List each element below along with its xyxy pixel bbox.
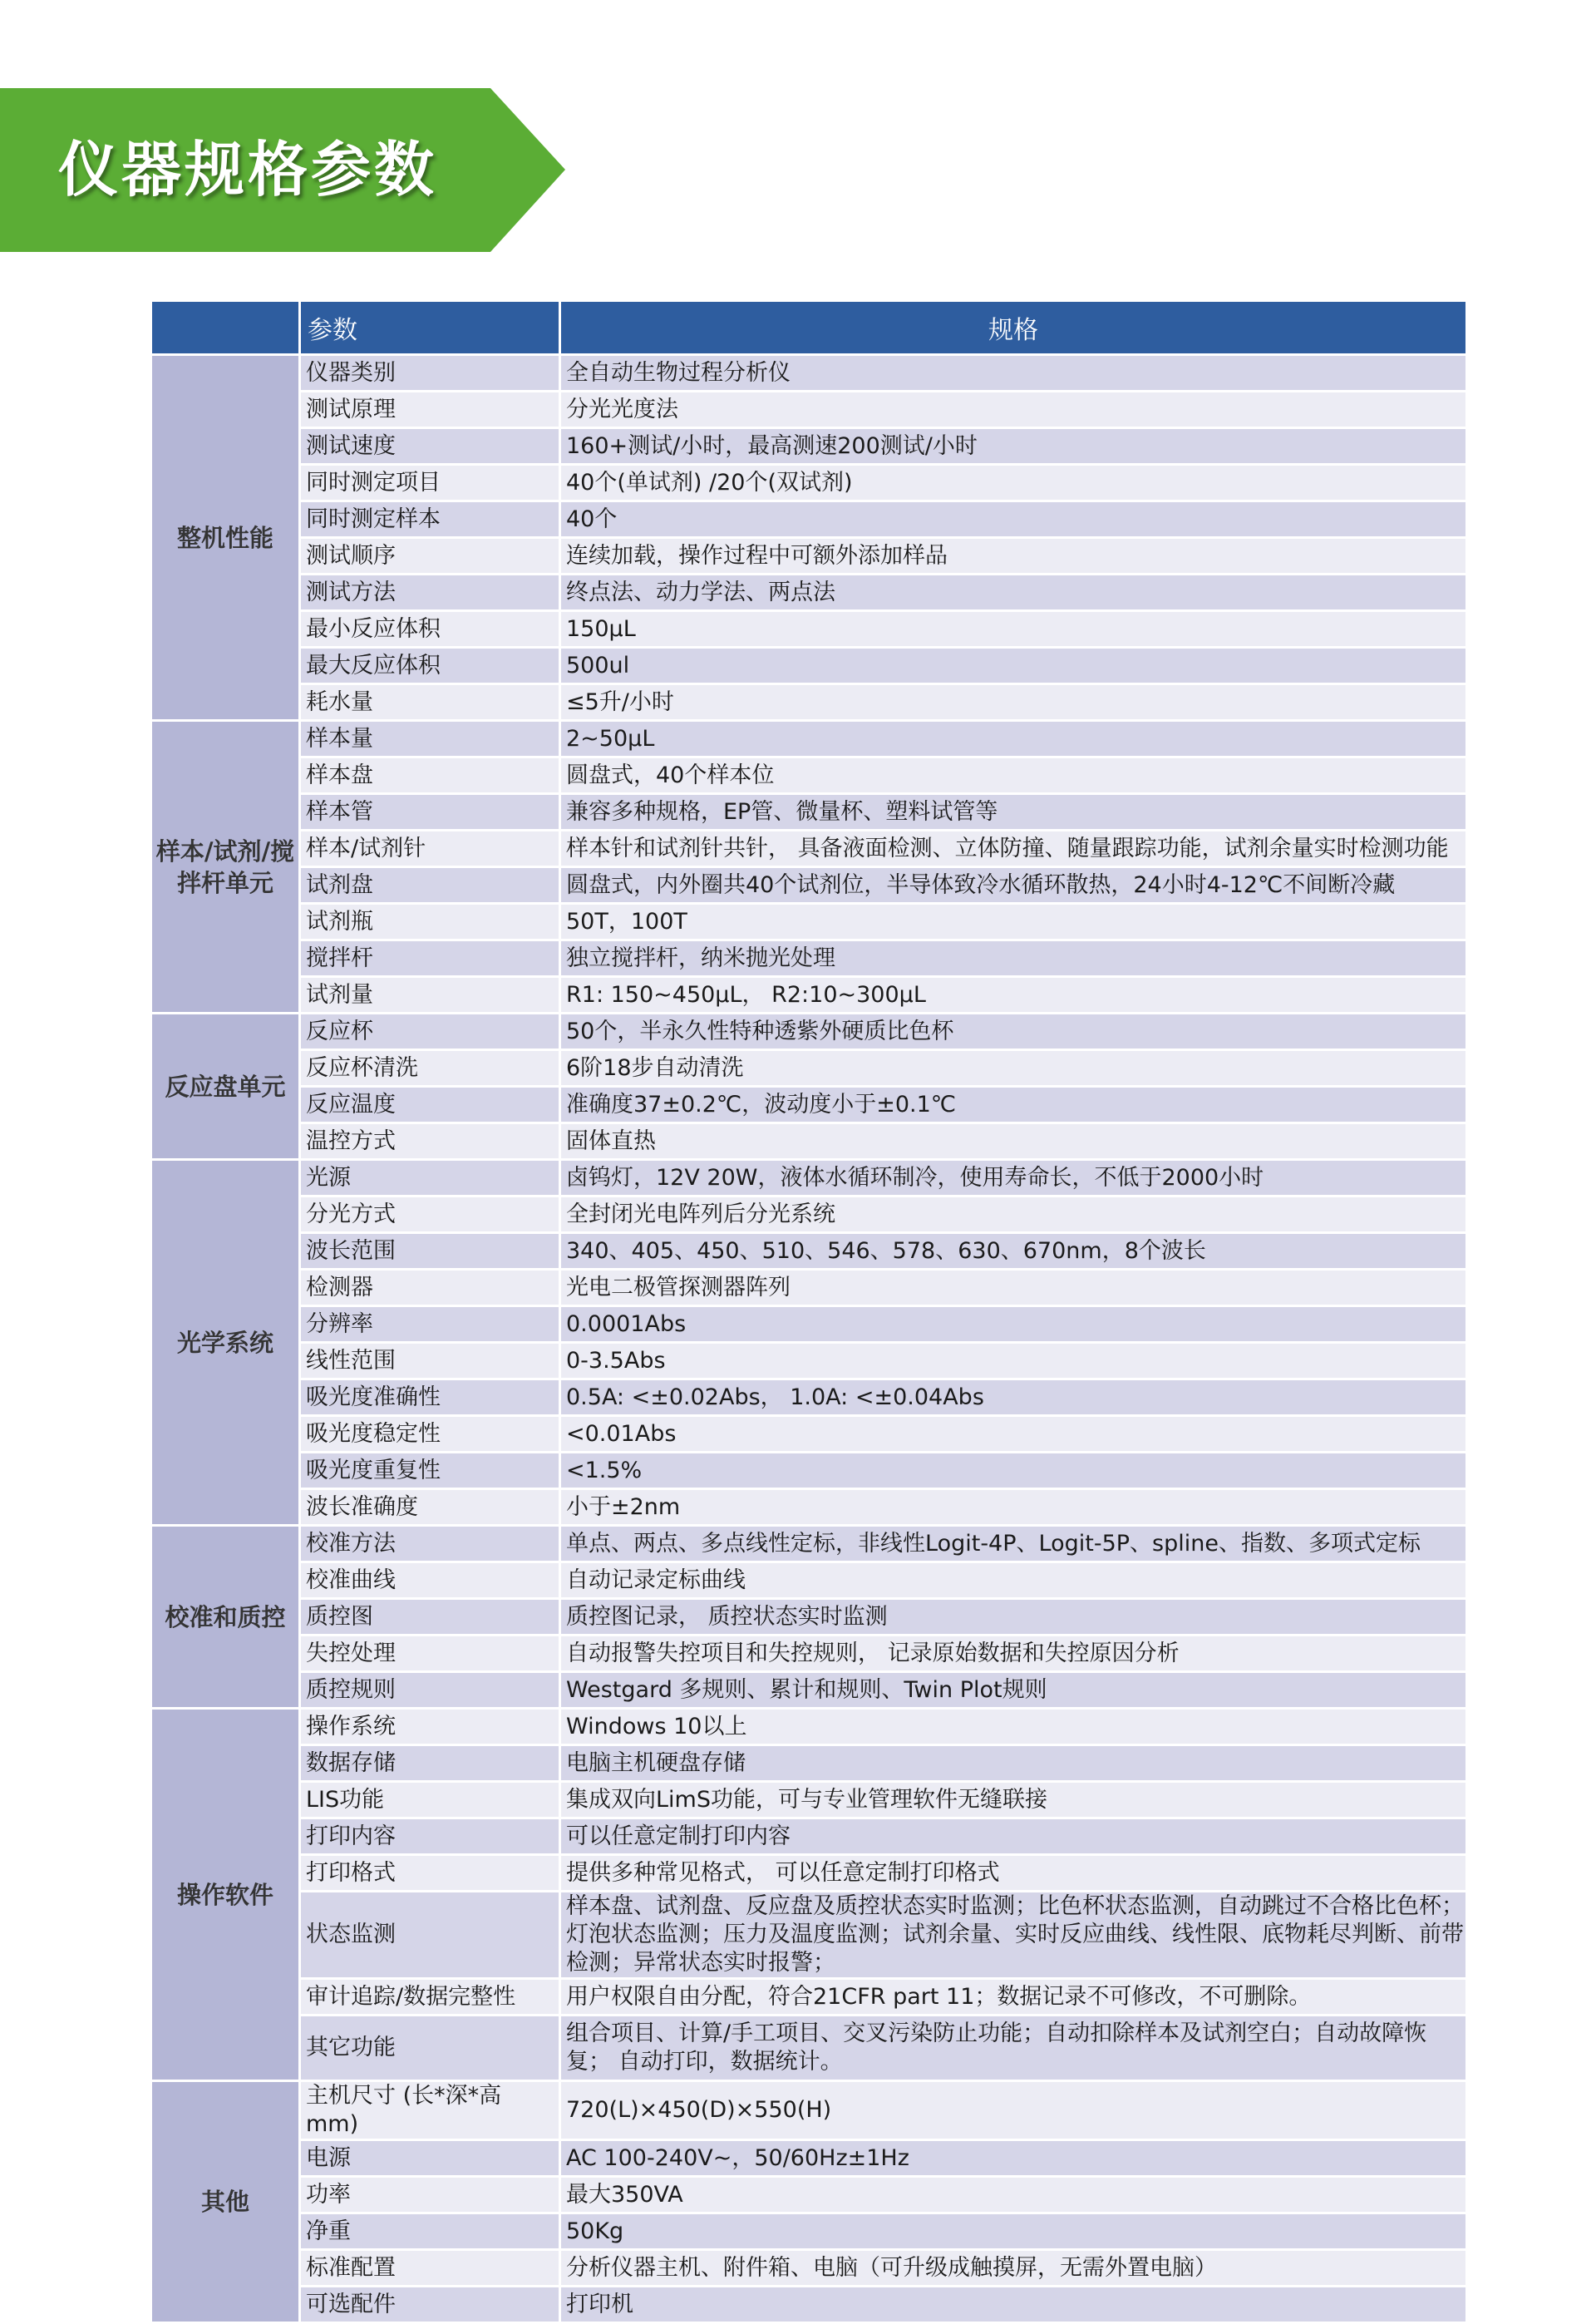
table-row	[151, 1636, 1467, 1672]
table-row	[151, 2287, 1467, 2323]
table-row	[151, 1599, 1467, 1636]
param-cell: 反应杯清洗	[300, 1050, 560, 1087]
table-row	[151, 611, 1467, 648]
table-row	[151, 2081, 1467, 2140]
spec-cell: 连续加载，操作过程中可额外添加样品	[560, 538, 1467, 575]
table-row	[151, 1306, 1467, 1343]
spec-cell: 40个(单试剂) /20个(双试剂)	[560, 465, 1467, 501]
param-cell: 反应温度	[300, 1087, 560, 1123]
table-row	[151, 794, 1467, 831]
table-row	[151, 1160, 1467, 1197]
spec-cell: 样本盘、试剂盘、反应盘及质控状态实时监测；比色杯状态监测，自动跳过不合格比色杯；灯泡状态监测；压力及温度监测；试剂余量、实时反应曲线、线性限、底物耗尽判断、前带检测；异常状态实时报警；	[560, 1892, 1467, 1979]
category-cell: 其他	[151, 2081, 300, 2323]
table-row	[151, 1087, 1467, 1123]
param-cell: 数据存储	[300, 1745, 560, 1782]
param-cell: 样本量	[300, 721, 560, 757]
table-row	[151, 1489, 1467, 1526]
title-banner	[0, 88, 565, 252]
category-cell: 校准和质控	[151, 1526, 300, 1709]
table-row	[151, 940, 1467, 977]
table-row	[151, 2016, 1467, 2081]
param-cell: 功率	[300, 2177, 560, 2213]
table-row	[151, 1379, 1467, 1416]
spec-cell: 独立搅拌杆，纳米抛光处理	[560, 940, 1467, 977]
spec-cell: 质控图记录， 质控状态实时监测	[560, 1599, 1467, 1636]
param-cell: 最小反应体积	[300, 611, 560, 648]
param-cell: 试剂盘	[300, 867, 560, 904]
param-cell: 波长范围	[300, 1233, 560, 1270]
param-cell: 样本管	[300, 794, 560, 831]
table-row	[151, 977, 1467, 1014]
param-cell: 校准曲线	[300, 1562, 560, 1599]
param-cell: 状态监测	[300, 1892, 560, 1979]
spec-cell: Windows 10以上	[560, 1709, 1467, 1745]
table-row	[151, 684, 1467, 721]
table-row	[151, 1453, 1467, 1489]
param-cell: 波长准确度	[300, 1489, 560, 1526]
spec-cell: 兼容多种规格，EP管、微量杯、塑料试管等	[560, 794, 1467, 831]
param-cell: 测试原理	[300, 392, 560, 428]
spec-table-body	[151, 355, 1467, 2323]
spec-cell: ≤5升/小时	[560, 684, 1467, 721]
param-cell: LIS功能	[300, 1782, 560, 1818]
param-cell: 测试顺序	[300, 538, 560, 575]
table-row	[151, 1343, 1467, 1379]
header-spec: 规格	[560, 301, 1467, 355]
table-row	[151, 867, 1467, 904]
header-param: 参数	[300, 301, 560, 355]
param-cell: 温控方式	[300, 1123, 560, 1160]
table-row	[151, 1270, 1467, 1306]
table-row	[151, 1892, 1467, 1979]
spec-cell: 终点法、动力学法、两点法	[560, 575, 1467, 611]
spec-cell: 卤钨灯，12V 20W，液体水循环制冷，使用寿命长，不低于2000小时	[560, 1160, 1467, 1197]
table-row	[151, 648, 1467, 684]
header-category-cell	[151, 301, 300, 355]
param-cell: 样本盘	[300, 757, 560, 794]
table-row	[151, 538, 1467, 575]
param-cell: 主机尺寸 (长*深*高 mm)	[300, 2081, 560, 2140]
spec-cell: 样本针和试剂针共针， 具备液面检测、立体防撞、随量跟踪功能，试剂余量实时检测功能	[560, 831, 1467, 867]
table-row	[151, 392, 1467, 428]
spec-cell: 50T，100T	[560, 904, 1467, 940]
param-cell: 失控处理	[300, 1636, 560, 1672]
table-row	[151, 1014, 1467, 1050]
spec-cell: AC 100-240V~，50/60Hz±1Hz	[560, 2140, 1467, 2177]
table-row	[151, 831, 1467, 867]
param-cell: 质控规则	[300, 1672, 560, 1709]
spec-cell: 500ul	[560, 648, 1467, 684]
spec-cell: 电脑主机硬盘存储	[560, 1745, 1467, 1782]
param-cell: 样本/试剂针	[300, 831, 560, 867]
table-row	[151, 1233, 1467, 1270]
spec-cell: 自动记录定标曲线	[560, 1562, 1467, 1599]
table-row	[151, 1123, 1467, 1160]
table-row	[151, 757, 1467, 794]
spec-cell: 自动报警失控项目和失控规则， 记录原始数据和失控原因分析	[560, 1636, 1467, 1672]
spec-cell: 720(L)×450(D)×550(H)	[560, 2081, 1467, 2140]
param-cell: 搅拌杆	[300, 940, 560, 977]
table-row	[151, 1709, 1467, 1745]
spec-cell: 2~50μL	[560, 721, 1467, 757]
table-row	[151, 1745, 1467, 1782]
param-cell: 吸光度重复性	[300, 1453, 560, 1489]
spec-cell: 全封闭光电阵列后分光系统	[560, 1197, 1467, 1233]
spec-cell: 分析仪器主机、附件箱、电脑（可升级成触摸屏，无需外置电脑）	[560, 2250, 1467, 2287]
table-row	[151, 355, 1467, 392]
spec-cell: 光电二极管探测器阵列	[560, 1270, 1467, 1306]
spec-cell: 用户权限自由分配，符合21CFR part 11；数据记录不可修改，不可删除。	[560, 1979, 1467, 2016]
param-cell: 耗水量	[300, 684, 560, 721]
spec-cell: 小于±2nm	[560, 1489, 1467, 1526]
table-row	[151, 1416, 1467, 1453]
param-cell: 吸光度准确性	[300, 1379, 560, 1416]
spec-cell: 40个	[560, 501, 1467, 538]
table-row	[151, 428, 1467, 465]
param-cell: 测试速度	[300, 428, 560, 465]
table-row	[151, 1855, 1467, 1892]
spec-cell: 固体直热	[560, 1123, 1467, 1160]
param-cell: 最大反应体积	[300, 648, 560, 684]
spec-cell: <1.5%	[560, 1453, 1467, 1489]
param-cell: 分光方式	[300, 1197, 560, 1233]
param-cell: 打印内容	[300, 1818, 560, 1855]
table-row	[151, 2250, 1467, 2287]
table-row	[151, 1197, 1467, 1233]
table-row	[151, 1782, 1467, 1818]
param-cell: 打印格式	[300, 1855, 560, 1892]
spec-cell: 0.5A: <±0.02Abs， 1.0A: <±0.04Abs	[560, 1379, 1467, 1416]
spec-cell: 分光光度法	[560, 392, 1467, 428]
param-cell: 净重	[300, 2213, 560, 2250]
table-row	[151, 465, 1467, 501]
param-cell: 检测器	[300, 1270, 560, 1306]
table-row	[151, 1672, 1467, 1709]
param-cell: 校准方法	[300, 1526, 560, 1562]
spec-cell: 集成双向LimS功能，可与专业管理软件无缝联接	[560, 1782, 1467, 1818]
table-row	[151, 721, 1467, 757]
table-row	[151, 2140, 1467, 2177]
table-row	[151, 2177, 1467, 2213]
param-cell: 反应杯	[300, 1014, 560, 1050]
param-cell: 同时测定项目	[300, 465, 560, 501]
param-cell: 试剂瓶	[300, 904, 560, 940]
spec-cell: Westgard 多规则、累计和规则、Twin Plot规则	[560, 1672, 1467, 1709]
spec-cell: <0.01Abs	[560, 1416, 1467, 1453]
spec-cell: 提供多种常见格式， 可以任意定制打印格式	[560, 1855, 1467, 1892]
table-row	[151, 1818, 1467, 1855]
spec-cell: 可以任意定制打印内容	[560, 1818, 1467, 1855]
param-cell: 操作系统	[300, 1709, 560, 1745]
table-row	[151, 904, 1467, 940]
param-cell: 分辨率	[300, 1306, 560, 1343]
param-cell: 其它功能	[300, 2016, 560, 2081]
category-cell: 反应盘单元	[151, 1014, 300, 1160]
table-row	[151, 1562, 1467, 1599]
spec-cell: 160+测试/小时，最高测速200测试/小时	[560, 428, 1467, 465]
page-title: 仪器规格参数	[58, 135, 438, 205]
category-cell: 整机性能	[151, 355, 300, 721]
spec-cell: 打印机	[560, 2287, 1467, 2323]
spec-table	[150, 299, 1468, 2324]
param-cell: 试剂量	[300, 977, 560, 1014]
spec-cell: 50个，半永久性特种透紫外硬质比色杯	[560, 1014, 1467, 1050]
param-cell: 审计追踪/数据完整性	[300, 1979, 560, 2016]
table-header-row	[151, 301, 1467, 355]
spec-cell: 340、405、450、510、546、578、630、670nm，8个波长	[560, 1233, 1467, 1270]
param-cell: 仪器类别	[300, 355, 560, 392]
spec-cell: 圆盘式，40个样本位	[560, 757, 1467, 794]
spec-cell: 0.0001Abs	[560, 1306, 1467, 1343]
param-cell: 同时测定样本	[300, 501, 560, 538]
table-row	[151, 1979, 1467, 2016]
param-cell: 线性范围	[300, 1343, 560, 1379]
spec-cell: 6阶18步自动清洗	[560, 1050, 1467, 1087]
spec-cell: 组合项目、计算/手工项目、交叉污染防止功能；自动扣除样本及试剂空白；自动故障恢复； 自动打印，数据统计。	[560, 2016, 1467, 2081]
category-cell: 光学系统	[151, 1160, 300, 1526]
spec-cell: R1: 150~450μL， R2:10~300μL	[560, 977, 1467, 1014]
param-cell: 光源	[300, 1160, 560, 1197]
param-cell: 质控图	[300, 1599, 560, 1636]
param-cell: 标准配置	[300, 2250, 560, 2287]
table-row	[151, 501, 1467, 538]
spec-cell: 最大350VA	[560, 2177, 1467, 2213]
spec-cell: 准确度37±0.2℃，波动度小于±0.1℃	[560, 1087, 1467, 1123]
spec-cell: 全自动生物过程分析仪	[560, 355, 1467, 392]
param-cell: 吸光度稳定性	[300, 1416, 560, 1453]
param-cell: 测试方法	[300, 575, 560, 611]
category-cell: 样本/试剂/搅拌杆单元	[151, 721, 300, 1014]
param-cell: 电源	[300, 2140, 560, 2177]
spec-cell: 50Kg	[560, 2213, 1467, 2250]
param-cell: 可选配件	[300, 2287, 560, 2323]
spec-cell: 单点、两点、多点线性定标，非线性Logit-4P、Logit-5P、spline、指数、多项式定标	[560, 1526, 1467, 1562]
table-row	[151, 2213, 1467, 2250]
table-row	[151, 575, 1467, 611]
table-row	[151, 1526, 1467, 1562]
category-cell: 操作软件	[151, 1709, 300, 2081]
spec-cell: 150μL	[560, 611, 1467, 648]
spec-cell: 圆盘式，内外圈共40个试剂位，半导体致冷水循环散热，24小时4-12℃不间断冷藏	[560, 867, 1467, 904]
spec-cell: 0-3.5Abs	[560, 1343, 1467, 1379]
table-row	[151, 1050, 1467, 1087]
